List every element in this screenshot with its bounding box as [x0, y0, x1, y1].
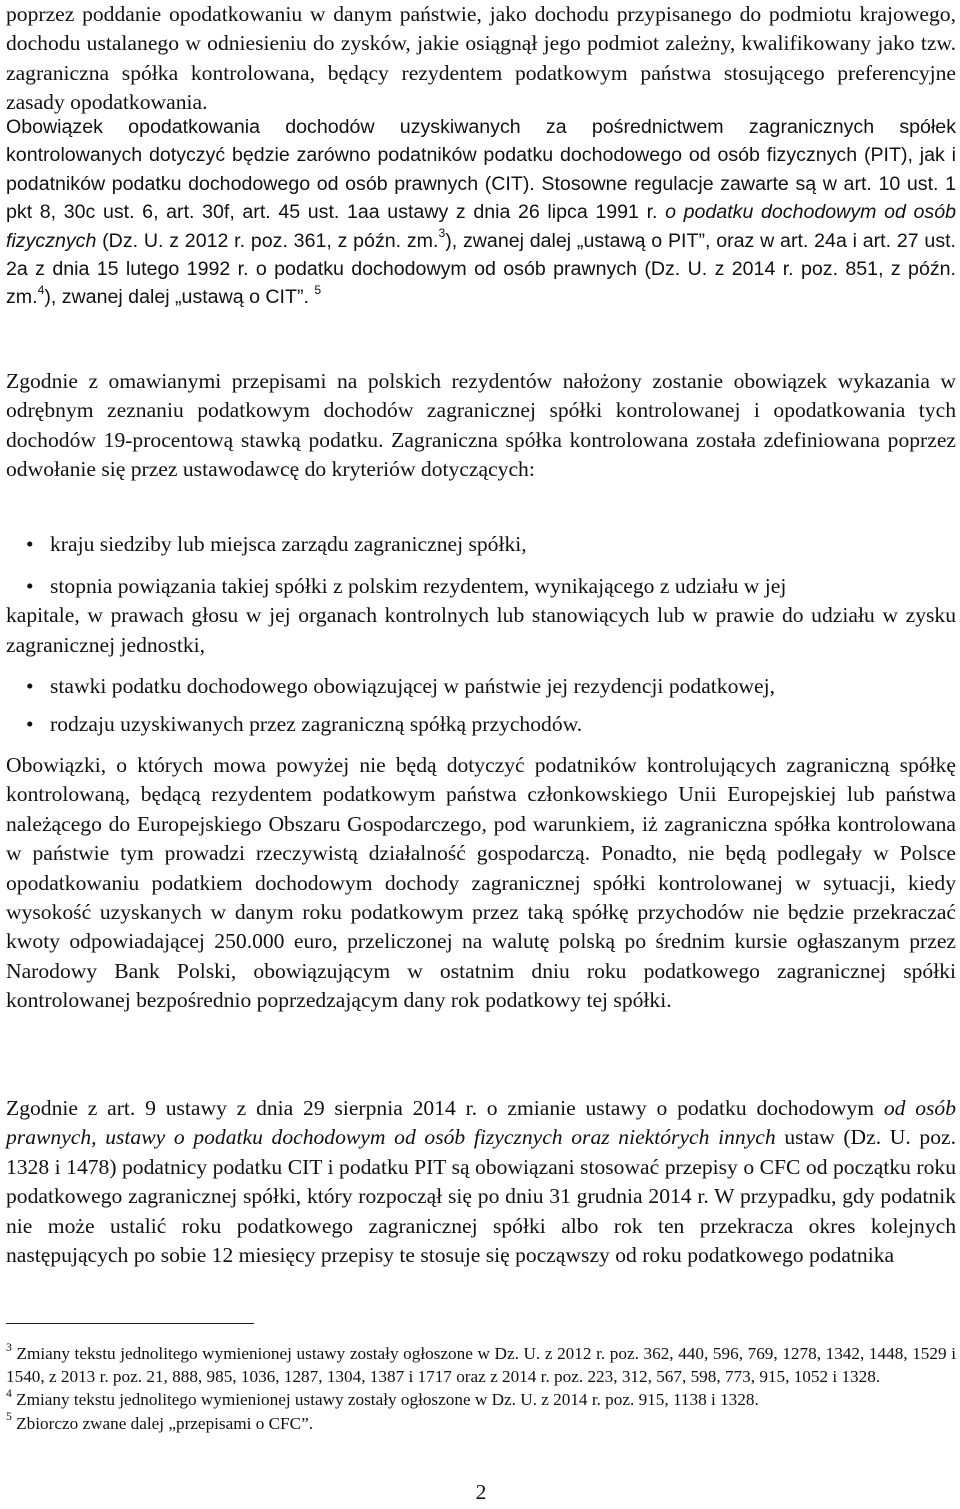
intro-paragraph: poprzez poddanie opodatkowaniu w danym państwie, jako dochodu przypisanego do podmiotu krajowego, dochodu ustalanego w odniesieniu do zysków, jakie osiągnął jego podmiot zależny, kwalifikowany jako tzw. zagraniczna spółka kontrolowana, będący rezydentem podatkowym państwa stosującego preferencyjne zasady opodatkowania. — [6, 2, 956, 115]
footnote-number: 3 — [6, 1340, 12, 1354]
footnote-3 — [6, 1342, 956, 1388]
obowiazek-italic-title: o podatku dochodowym od osób fizycznych — [6, 201, 956, 252]
list-item — [6, 530, 956, 559]
footnote-number: 4 — [6, 1386, 12, 1400]
list-item-continuation: kapitale, w prawach głosu w jej organach kontrolnych lub stanowiących lub w prawie do udziału w zysku zagranicznej jednostki, — [6, 603, 956, 657]
obowiazek-text-2: (Dz. U. z 2012 r. poz. 361, z późn. zm. — [96, 229, 439, 252]
list-item — [6, 710, 956, 739]
footnote-number: 5 — [6, 1410, 12, 1424]
bullet-marker: • — [26, 712, 34, 736]
bullet-marker: • — [26, 674, 34, 698]
list-item-text: stawki podatku dochodowego obowiązującej w państwie jej rezydencji podatkowej, — [50, 674, 775, 698]
document-page — [6, 0, 956, 1509]
obowiazek-text-4: ), zwanej dalej „ustawą o CIT”. — [44, 286, 309, 309]
footnote-ref-4: 4 — [37, 283, 45, 298]
obowiazek-text-1: Obowiązek opodatkowania dochodów uzyskiwanych za pośrednictwem zagranicznych spółek kontrolowanych dotyczyć będzie zarówno podatników podatku dochodowego od osób fizycznych (PIT), jak i podatników podatku dochodowego od osób prawnych (CIT). Stosowne regulacje zawarte są w art. 10 ust. 1 pkt 8, 30c ust. 6, art. 30f, art. 45 ust. 1aa ustawy z dnia 26 lipca 1991 r. — [6, 116, 956, 224]
art9-italic-title: od osób prawnych, ustawy o podatku dochodowym od osób fizycznych oraz niektórych innych — [6, 1096, 956, 1150]
page-number: 2 — [475, 1480, 487, 1504]
list-item — [6, 572, 956, 660]
bullet-marker: • — [26, 574, 34, 598]
obowiazek-text-3: ), zwanej dalej „ustawą o PIT”, oraz w art. 24a i art. 27 ust. 2a z dnia 15 lutego 1992 r. o podatku dochodowym od osób prawnych (Dz. U. z 2014 r. poz. 851, z późn. zm. — [6, 229, 957, 309]
bullet-marker: • — [26, 532, 34, 556]
footnote-5 — [6, 1412, 956, 1435]
zgodnie-paragraph: Zgodnie z omawianymi przepisami na polskich rezydentów nałożony zostanie obowiązek wykazania w odrębnym zeznaniu podatkowym dochodów zagranicznej spółki kontrolowanej i opodatkowania tych dochodów 19-procentową stawką podatku. Zagraniczna spółka kontrolowana została zdefiniowana poprzez odwołanie się przez ustawodawcę do kryteriów dotyczących: — [6, 369, 956, 482]
art9-text-2: ustaw (Dz. U. poz. 1328 i 1478) podatnicy podatku CIT i podatku PIT są obowiązani stosować przepisy o CFC od początku roku podatkowego zagranicznej spółki, który rozpoczął się po dniu 31 grudnia 2014 r. W przypadku, gdy podatnik nie może ustalić roku podatkowego zagranicznej spółki albo rok ten przekracza okres kolejnych następujących po sobie 12 miesięcy przepisy te stosuje się począwszy od roku podatkowego podatnika — [6, 1125, 957, 1268]
art9-text-1: Zgodnie z art. 9 ustawy z dnia 29 sierpnia 2014 r. o zmianie ustawy o podatku dochodowym — [6, 1096, 884, 1120]
art9-paragraph — [6, 1094, 956, 1270]
footnote-text: Zmiany tekstu jednolitego wymienionej ustawy zostały ogłoszone w Dz. U. z 2012 r. poz. 362, 440, 596, 769, 1278, 1342, 1448, 1529 i 1540, z 2013 r. poz. 21, 888, 985, 1036, 1287, 1304, 1387 i 1717 oraz z 2014 r. poz. 223, 312, 567, 598, 773, 915, 1052 i 1328. — [6, 1344, 956, 1387]
obowiazki-paragraph: Obowiązki, o których mowa powyżej nie będą dotyczyć podatników kontrolujących zagraniczną spółkę kontrolowaną, będącą rezydentem podatkowym państwa członkowskiego Unii Europejskiej lub państwa należącego do Europejskiego Obszaru Gospodarczego, pod warunkiem, iż zagraniczna spółka kontrolowana w państwie tym prowadzi rzeczywistą działalność gospodarczą. Ponadto, nie będą podlegały w Polsce opodatkowaniu podatkiem dochodowym dochody zagranicznej spółki kontrolowanej w sytuacji, kiedy wysokość uzyskanych w danym roku podatkowym przez taką spółkę przychodów nie będzie przekraczać kwoty odpowiadającej 250.000 euro, przeliczonej na walutę polską po średnim kursie ogłaszanym przez Narodowy Bank Polski, obowiązującym w ostatnim dniu roku podatkowego zagranicznej spółki kontrolowanej bezpośrednio poprzedzającym dany rok podatkowy tej spółki. — [6, 753, 956, 1013]
list-item-first-line: stopnia powiązania takiej spółki z polskim rezydentem, wynikającego z udziału w jej — [50, 574, 787, 598]
footnotes — [6, 1342, 956, 1435]
footnote-ref-5: 5 — [314, 283, 322, 298]
footnote-separator — [6, 1323, 254, 1324]
footnote-ref-3: 3 — [438, 226, 446, 241]
obowiazek-paragraph — [6, 113, 956, 312]
footnote-text: Zbiorczo zwane dalej „przepisami o CFC”. — [11, 1413, 313, 1433]
list-item-text: kraju siedziby lub miejsca zarządu zagranicznej spółki, — [50, 532, 527, 556]
footnote-text: Zmiany tekstu jednolitego wymienionej ustawy zostały ogłoszone w Dz. U. z 2014 r. poz. 915, 1138 i 1328. — [11, 1390, 759, 1410]
list-item-text: rodzaju uzyskiwanych przez zagraniczną spółką przychodów. — [50, 712, 583, 736]
list-item-text — [50, 572, 956, 601]
footnote-4 — [6, 1388, 956, 1411]
list-item — [6, 672, 956, 701]
